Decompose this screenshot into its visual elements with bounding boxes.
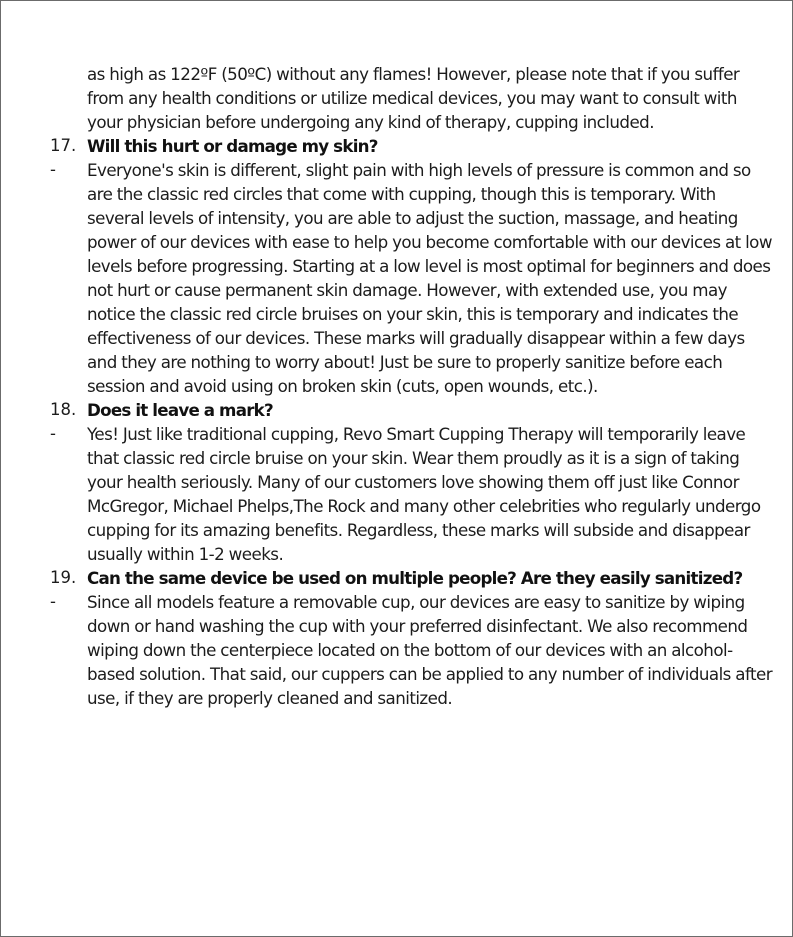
answer-dash: - [50, 160, 56, 179]
answer-dash: - [50, 592, 56, 611]
faq-answer-18 [50, 422, 776, 566]
answer-dash: - [50, 424, 56, 443]
question-number: 19. [50, 568, 77, 587]
faq-question-19 [50, 566, 776, 590]
answer-text: Everyone's skin is different, slight pain with high levels of pressure is common and so are the classic red circles that come with cupping, though this is temporary. With several levels of intensity, you are able to adjust the suction, massage, and heating power of our devices with ease to help you become comfortable with our devices at low levels before progressing. Starting at a low level is most optimal for beginners and does not hurt or cause permanent skin damage. However, with extended use, you may notice the classic red circle bruises on your skin, this is temporary and indicates the effectiveness of our devices. These marks will gradually disappear within a few days and they are nothing to worry about! Just be sure to properly sanitize before each session and avoid using on broken skin (cuts, open wounds, etc.). [87, 160, 772, 396]
answer-text: Yes! Just like traditional cupping, Revo Smart Cupping Therapy will temporarily leave that classic red circle bruise on your skin. Wear them proudly as it is a sign of taking your health seriously. Many of our customers love showing them off just like Connor McGregor, Michael Phelps,The Rock and many other celebrities who regularly undergo cupping for its amazing benefits. Regardless, these marks will subside and disappear usually within 1-2 weeks. [87, 424, 761, 564]
continuation-text: as high as 122ºF (50ºC) without any flames! However, please note that if you suffer from any health conditions or utilize medical devices, you may want to consult with your physician before undergoing any kind of therapy, cupping included. [87, 64, 740, 132]
question-text: Will this hurt or damage my skin? [87, 136, 378, 156]
question-text: Does it leave a mark? [87, 400, 273, 420]
continuation-paragraph [50, 62, 776, 134]
faq-content [50, 62, 776, 710]
answer-text: Since all models feature a removable cup, our devices are easy to sanitize by wiping down or hand washing the cup with your preferred disinfectant. We also recommend wiping down the centerpiece located on the bottom of our devices with an alcohol-based solution. That said, our cuppers can be applied to any number of individuals after use, if they are properly cleaned and sanitized. [87, 592, 772, 708]
faq-answer-17 [50, 158, 776, 398]
faq-question-18 [50, 398, 776, 422]
question-number: 18. [50, 400, 77, 419]
question-text: Can the same device be used on multiple people? Are they easily sanitized? [87, 568, 743, 588]
question-number: 17. [50, 136, 77, 155]
faq-question-17 [50, 134, 776, 158]
faq-answer-19 [50, 590, 776, 710]
